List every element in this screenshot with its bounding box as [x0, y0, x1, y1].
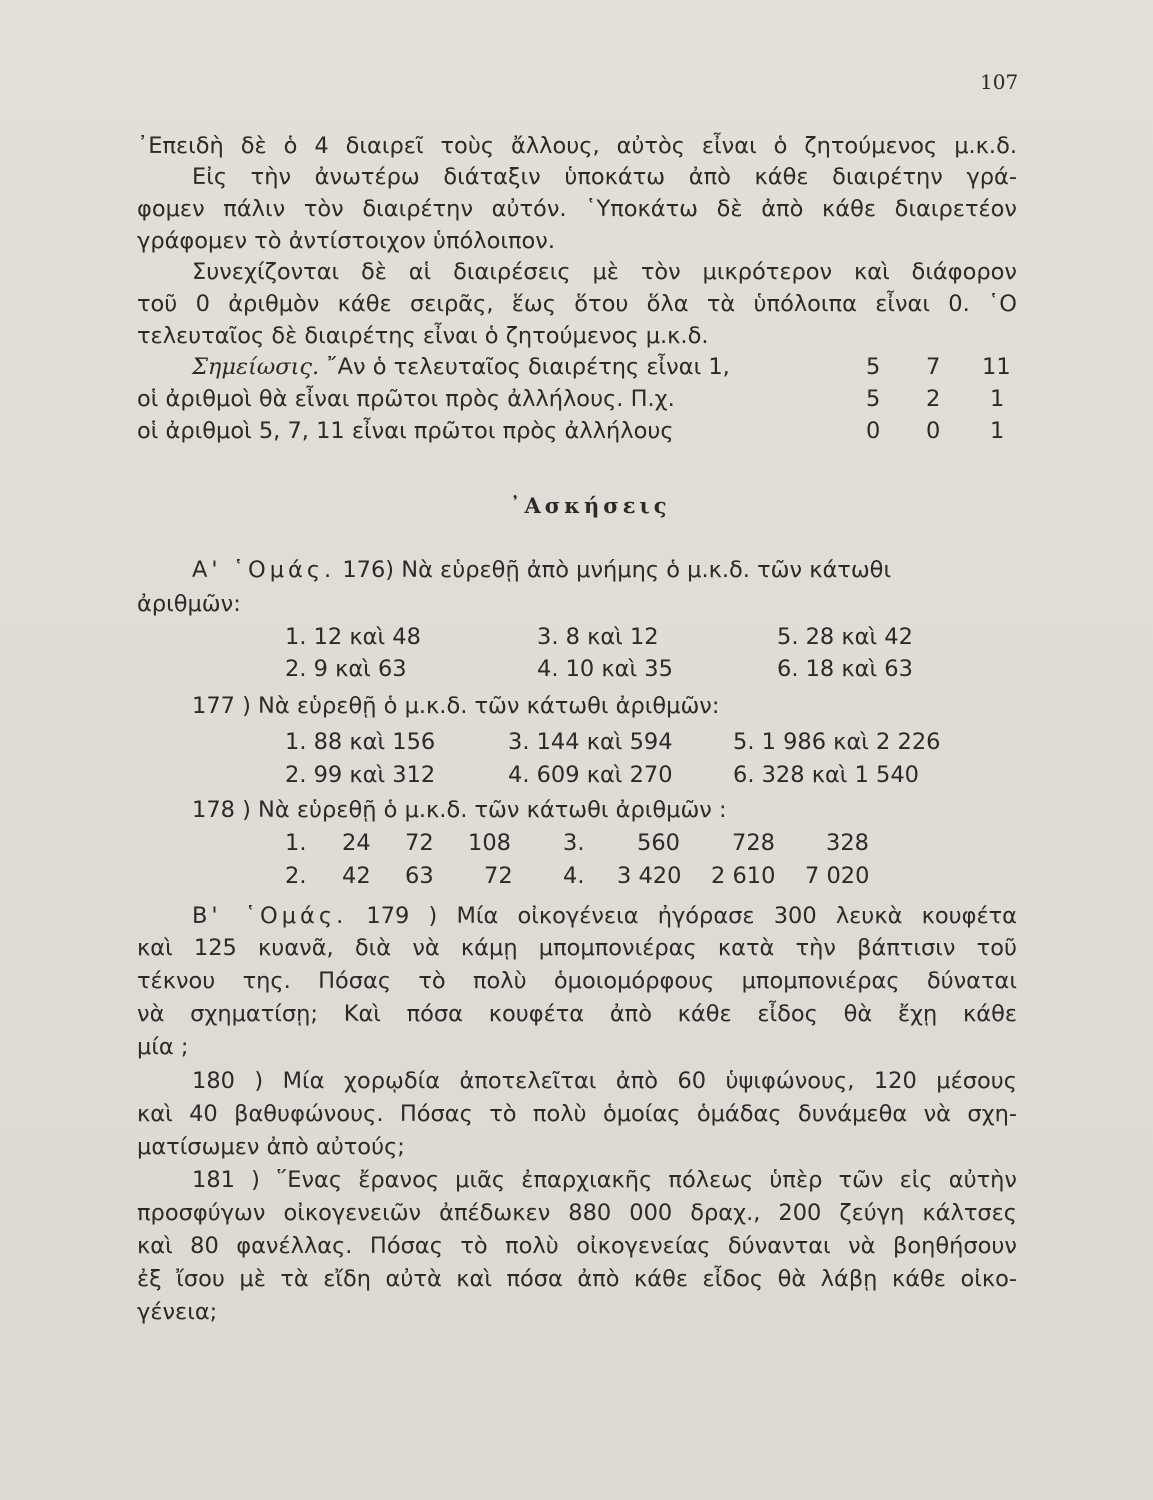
note-table-cell: 0: [926, 418, 941, 444]
note-table-cell: 5: [866, 354, 881, 380]
ex177-item: 3. 144 καὶ 594: [508, 729, 673, 755]
ex177-item: 2. 99 καὶ 312: [285, 762, 436, 788]
ex181-line-1: 181 ) ῞Ενας ἔρανος μιᾶς ἐπαρχιακῆς πόλεως ὑπὲρ τῶν εἰς αὐτὴν: [192, 1167, 1017, 1193]
ex180-line-1: 180 ) Μία χορῳδία ἀποτελεῖται ἀπὸ 60 ὑψιφώνους, 120 μέσους: [192, 1068, 1017, 1094]
ex177-item: 4. 609 καὶ 270: [508, 762, 673, 788]
ex178-cell: 42: [342, 863, 371, 889]
ex176-item: 1. 12 καὶ 48: [285, 624, 421, 650]
ex178-text: 178 ) Νὰ εὑρεθῇ ὁ μ.κ.δ. τῶν κάτωθι ἀριθμῶν :: [192, 797, 727, 823]
ex178-cell: 24: [342, 830, 371, 856]
ex179-line-4: νὰ σχηματίσῃ; Καὶ πόσα κουφέτα ἀπὸ κάθε εἶδος θὰ ἔχῃ κάθε: [137, 1001, 1017, 1027]
note-table-cell: 11: [982, 354, 1011, 380]
ex178-cell: 72: [484, 863, 513, 889]
ex181-line-5: γένεια;: [137, 1299, 218, 1325]
ex178-cell: 4.: [563, 863, 585, 889]
ex176-line: [192, 555, 891, 585]
ex178-cell: 7 020: [805, 863, 870, 889]
ex178-cell: 728: [732, 830, 775, 856]
group-b-label: Β' ῾Ομάς.: [192, 903, 348, 929]
note-text-1: ῎Αν ὁ τελευταῖος διαιρέτης εἶναι 1,: [326, 354, 730, 380]
note-label: Σημείωσις.: [192, 354, 320, 380]
ex176-item: 5. 28 καὶ 42: [777, 624, 913, 650]
note-table-cell: 5: [866, 386, 881, 412]
intro-line-3: φομεν πάλιν τὸν διαιρέτην αὐτόν. ῾Υποκάτω δὲ ἀπὸ κάθε διαιρετέον: [137, 196, 1017, 222]
note-table-cell: 1: [990, 386, 1005, 412]
ex177-item: 6. 328 καὶ 1 540: [733, 762, 919, 788]
ex178-cell: 560: [637, 830, 680, 856]
ex179-line-3: τέκνου της. Πόσας τὸ πολὺ ὁμοιομόρφους μπομπονιέρας δύναται: [137, 968, 1017, 994]
exercises-title: ᾿Ασκήσεις: [510, 493, 671, 518]
ex178-cell: 328: [826, 830, 869, 856]
note-table-cell: 0: [866, 418, 881, 444]
ex179-line-5: μία ;: [137, 1034, 189, 1060]
intro-line-5: Συνεχίζονται δὲ αἱ διαιρέσεις μὲ τὸν μικρότερον καὶ διάφορον: [192, 259, 1017, 285]
ex181-line-3: καὶ 80 φανέλλας. Πόσας τὸ πολὺ οἰκογενείας δύνανται νὰ βοηθήσουν: [137, 1233, 1017, 1259]
group-a-label: Α' ῾Ομάς.: [192, 557, 336, 583]
note-table-cell: 7: [926, 354, 941, 380]
ex180-line-2: καὶ 40 βαθυφώνους. Πόσας τὸ πολὺ ὁμοίας ὁμάδας δυνάμεθα νὰ σχη-: [137, 1101, 1017, 1127]
ex178-cell: 3.: [563, 830, 585, 856]
ex176-item: 3. 8 καὶ 12: [537, 624, 659, 650]
ex178-cell: 2.: [285, 863, 307, 889]
ex181-line-4: ἐξ ἴσου μὲ τὰ εἴδη αὐτὰ καὶ πόσα ἀπὸ κάθε εἶδος θὰ λάβῃ κάθε οἰκο-: [137, 1266, 1017, 1292]
note-line-3: οἱ ἀριθμοὶ 5, 7, 11 εἶναι πρῶτοι πρὸς ἀλλήλους: [137, 418, 674, 444]
ex179-line-1: [192, 901, 1017, 931]
note-table-cell: 1: [990, 418, 1005, 444]
note-line-2: οἱ ἀριθμοὶ θὰ εἶναι πρῶτοι πρὸς ἀλλήλους. Π.χ.: [137, 386, 675, 412]
ex178-cell: 108: [468, 830, 511, 856]
ex177-item: 1. 88 καὶ 156: [285, 729, 436, 755]
ex176-text: 176) Νὰ εὑρεθῇ ἀπὸ μνήμης ὁ μ.κ.δ. τῶν κάτωθι: [342, 557, 892, 583]
ex180-line-3: ματίσωμεν ἀπὸ αὐτούς;: [137, 1134, 405, 1160]
intro-line-7: τελευταῖος δὲ διαιρέτης εἶναι ὁ ζητούμενος μ.κ.δ.: [137, 323, 709, 349]
ex181-line-2: προσφύγων οἰκογενειῶν ἀπέδωκεν 880 000 δραχ., 200 ζεύγη κάλτσες: [137, 1200, 1017, 1226]
intro-line-4: γράφομεν τὸ ἀντίστοιχον ὑπόλοιπον.: [137, 228, 555, 254]
ex176-cont: ἀριθμῶν:: [137, 591, 241, 617]
ex177-item: 5. 1 986 καὶ 2 226: [733, 729, 941, 755]
ex179-text-1: 179 ) Μία οἰκογένεια ἠγόρασε 300 λευκὰ κουφέτα: [366, 903, 1018, 929]
ex178-cell: 63: [405, 863, 434, 889]
ex178-cell: 3 420: [617, 863, 682, 889]
intro-line-1: ᾿Επειδὴ δὲ ὁ 4 διαιρεῖ τοὺς ἄλλους, αὐτὸς εἶναι ὁ ζητούμενος μ.κ.δ.: [137, 133, 1017, 159]
ex176-item: 6. 18 καὶ 63: [777, 656, 913, 682]
ex177-text: 177 ) Νὰ εὑρεθῇ ὁ μ.κ.δ. τῶν κάτωθι ἀριθμῶν:: [192, 693, 720, 719]
ex178-cell: 2 610: [711, 863, 776, 889]
ex178-cell: 1.: [285, 830, 307, 856]
page-number: 107: [980, 70, 1019, 94]
ex176-item: 2. 9 καὶ 63: [285, 656, 407, 682]
note-table-cell: 2: [926, 386, 941, 412]
ex178-cell: 72: [405, 830, 434, 856]
ex179-line-2: καὶ 125 κυανᾶ, διὰ νὰ κάμῃ μπομπονιέρας κατὰ τὴν βάπτισιν τοῦ: [137, 935, 1017, 961]
note-line-1: [192, 352, 730, 382]
ex176-item: 4. 10 καὶ 35: [537, 656, 673, 682]
intro-line-6: τοῦ 0 ἀριθμὸν κάθε σειρᾶς, ἕως ὅτου ὅλα τὰ ὑπόλοιπα εἶναι 0. ῾Ο: [137, 291, 1017, 317]
intro-line-2: Εἰς τὴν ἀνωτέρω διάταξιν ὑποκάτω ἀπὸ κάθε διαιρέτην γρά-: [192, 164, 1017, 190]
